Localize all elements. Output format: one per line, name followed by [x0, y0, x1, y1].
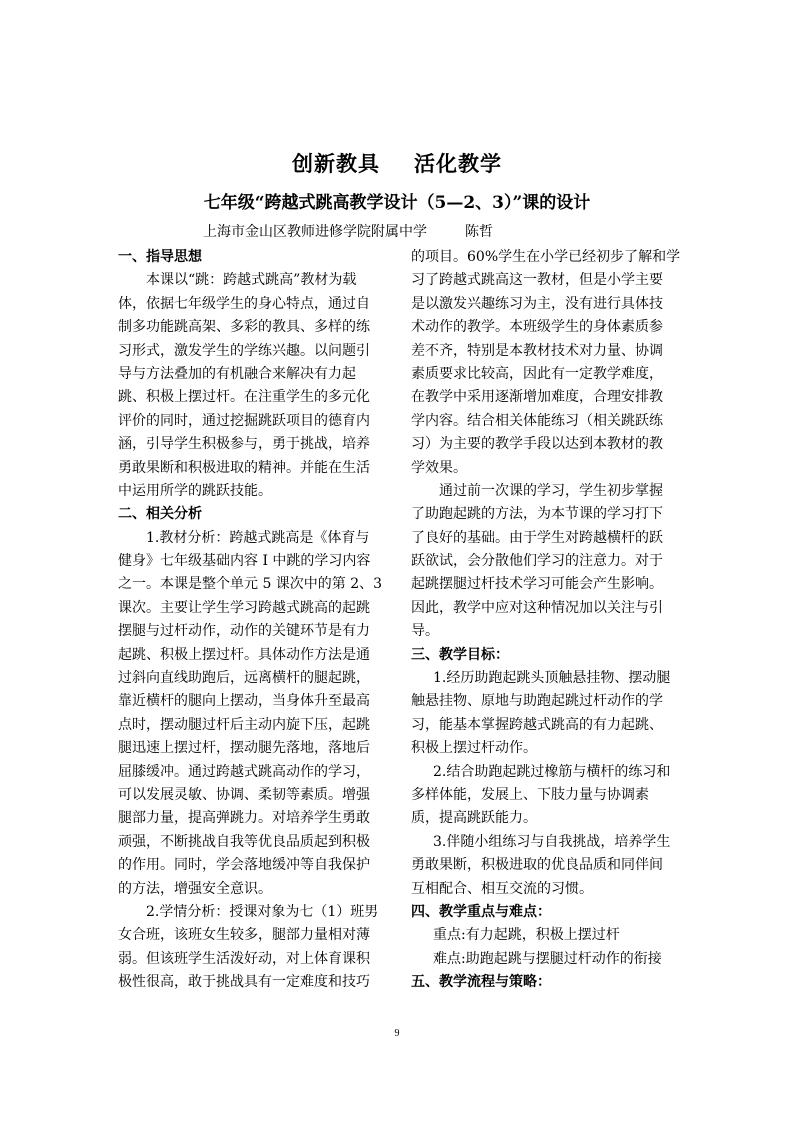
section-heading: 二、相关分析 — [118, 506, 202, 523]
text-line: 勇敢果断，积极进取的优良品质和同伴间 — [411, 857, 663, 874]
text-line: 本课以“跳：跨越式跳高”教材为载 — [146, 272, 357, 289]
text-line: 1.经历助跑起跳头顶触悬挂物、摆动腿 — [433, 670, 671, 687]
text-line: 女合班，该班女生较多，腿部力量相对薄 — [118, 927, 370, 944]
text-line: 习，能基本掌握跨越式跳高的有力起跳、 — [411, 716, 663, 733]
text-line: 学效果。 — [411, 459, 467, 476]
section-heading: 四、教学重点与难点： — [411, 903, 551, 920]
text-line: 极性很高，敢于挑战具有一定难度和技巧 — [118, 974, 370, 991]
text-line: 习了跨越式跳高这一教材，但是小学主要 — [411, 272, 663, 289]
page-subtitle: 七年级“跨越式跳高教学设计（5—2、3）”课的设计 — [203, 193, 591, 213]
right-column — [411, 246, 679, 995]
text-line: 2.学情分析：授课对象为七（1）班男 — [146, 903, 379, 920]
text-line: 靠近横杆的腿向上摆动，当身体升至最高 — [118, 693, 370, 710]
text-line: 素质要求比较高，因此有一定教学难度， — [411, 365, 663, 382]
text-line: 中运用所学的跳跃技能。 — [118, 482, 272, 499]
text-line: 评价的同时，通过挖掘跳跃项目的德育内 — [118, 412, 370, 429]
text-line: 起跳、积极上摆过杆。具体动作方法是通 — [118, 646, 370, 663]
text-line: 点时，摆动腿过杆后主动内旋下压，起跳 — [118, 716, 370, 733]
text-line: 导。 — [411, 623, 439, 640]
text-line: 涵，引导学生积极参与，勇于挑战，培养 — [118, 436, 370, 453]
text-line: 过斜向直线助跑后，远离横杆的腿起跳， — [118, 670, 370, 687]
text-line: 制多功能跳高架、多彩的教具、多样的练 — [118, 319, 370, 336]
text-line: 触悬挂物、原地与助跑起跳过杆动作的学 — [411, 693, 663, 710]
author-name: 陈哲 — [465, 224, 493, 240]
section-heading: 一、指导思想 — [118, 249, 202, 265]
text-line: 腿迅速上摆过杆，摆动腿先落地，落地后 — [118, 740, 370, 757]
text-line: 可以发展灵敏、协调、柔韧等素质。增强 — [118, 786, 370, 803]
text-line: 顽强，不断挑战自我等优良品质起到积极 — [118, 833, 370, 850]
text-line: 多样体能，发展上、下肢力量与协调素 — [411, 786, 649, 803]
page-number: 9 — [394, 1028, 400, 1039]
section-heading: 五、教学流程与策略： — [411, 974, 551, 991]
text-line: 腿部力量，提高弹跳力。对培养学生勇敢 — [118, 810, 370, 827]
text-line: 勇敢果断和积极进取的精神。并能在生活 — [118, 459, 370, 476]
text-line: 了助跑起跳的方法，为本节课的学习打下 — [411, 506, 663, 523]
text-line: 因此，教学中应对这种情况加以关注与引 — [411, 599, 663, 616]
title-part-2: 活化教学 — [414, 151, 502, 176]
text-line: 重点:有力起跳，积极上摆过杆 — [433, 927, 620, 944]
text-line: 积极上摆过杆动作。 — [411, 740, 537, 757]
text-line: 的作用。同时，学会落地缓冲等自我保护 — [118, 857, 370, 874]
text-line: 1.教材分析：跨越式跳高是《体育与 — [146, 529, 370, 546]
text-line: 的方法，增强安全意识。 — [118, 880, 272, 897]
text-line: 学内容。结合相关体能练习（相关跳跃练 — [411, 412, 663, 429]
text-line: 3.伴随小组练习与自我挑战，培养学生 — [433, 833, 671, 850]
text-line: 导与方法叠加的有机融合来解决有力起 — [118, 365, 356, 382]
title-part-1: 创新教具 — [292, 151, 380, 176]
text-line: 在教学中采用逐渐增加难度，合理安排教 — [411, 389, 663, 406]
text-line: 健身》七年级基础内容 I 中跳的学习内容 — [118, 553, 371, 570]
text-line: 通过前一次课的学习，学生初步掌握 — [439, 482, 663, 499]
text-line: 是以激发兴趣练习为主，没有进行具体技 — [411, 295, 663, 312]
text-line: 摆腿与过杆动作，动作的关键环节是有力 — [118, 623, 370, 640]
text-line: 质，提高跳跃能力。 — [411, 810, 537, 827]
text-line: 跳、积极上摆过杆。在注重学生的多元化 — [118, 389, 370, 406]
text-line: 术动作的教学。本班级学生的身体素质参 — [411, 319, 663, 336]
text-line: 互相配合、相互交流的习惯。 — [411, 880, 593, 897]
author-line — [203, 221, 493, 241]
text-line: 2.结合助跑起跳过橡筋与横杆的练习和 — [433, 763, 671, 780]
text-line: 课次。主要让学生学习跨越式跳高的起跳 — [118, 599, 370, 616]
text-line: 的项目。60%学生在小学已经初步了解和学 — [411, 249, 681, 265]
text-line: 差不齐，特别是本教材技术对力量、协调 — [411, 342, 663, 359]
text-line: 体，依据七年级学生的身心特点，通过自 — [118, 295, 370, 312]
text-line: 习）为主要的教学手段以达到本教材的教 — [411, 436, 663, 453]
left-column — [118, 246, 392, 995]
text-line: 弱。但该班学生活泼好动，对上体育课积 — [118, 950, 370, 967]
text-line: 跃欲试，会分散他们学习的注意力。对于 — [411, 553, 663, 570]
page-title — [0, 148, 794, 178]
section-heading: 三、教学目标： — [411, 646, 509, 663]
text-line: 屈膝缓冲。通过跨越式跳高动作的学习， — [118, 763, 370, 780]
text-line: 之一。本课是整个单元 5 课次中的第 2、3 — [118, 576, 383, 593]
text-line: 起跳摆腿过杆技术学习可能会产生影响。 — [411, 576, 663, 593]
text-line: 难点:助跑起跳与摆腿过杆动作的衔接 — [433, 950, 662, 967]
text-line: 了良好的基础。由于学生对跨越横杆的跃 — [411, 529, 663, 546]
text-line: 习形式，激发学生的学练兴趣。以问题引 — [118, 342, 370, 359]
author-affiliation: 上海市金山区教师进修学院附属中学 — [203, 224, 427, 240]
